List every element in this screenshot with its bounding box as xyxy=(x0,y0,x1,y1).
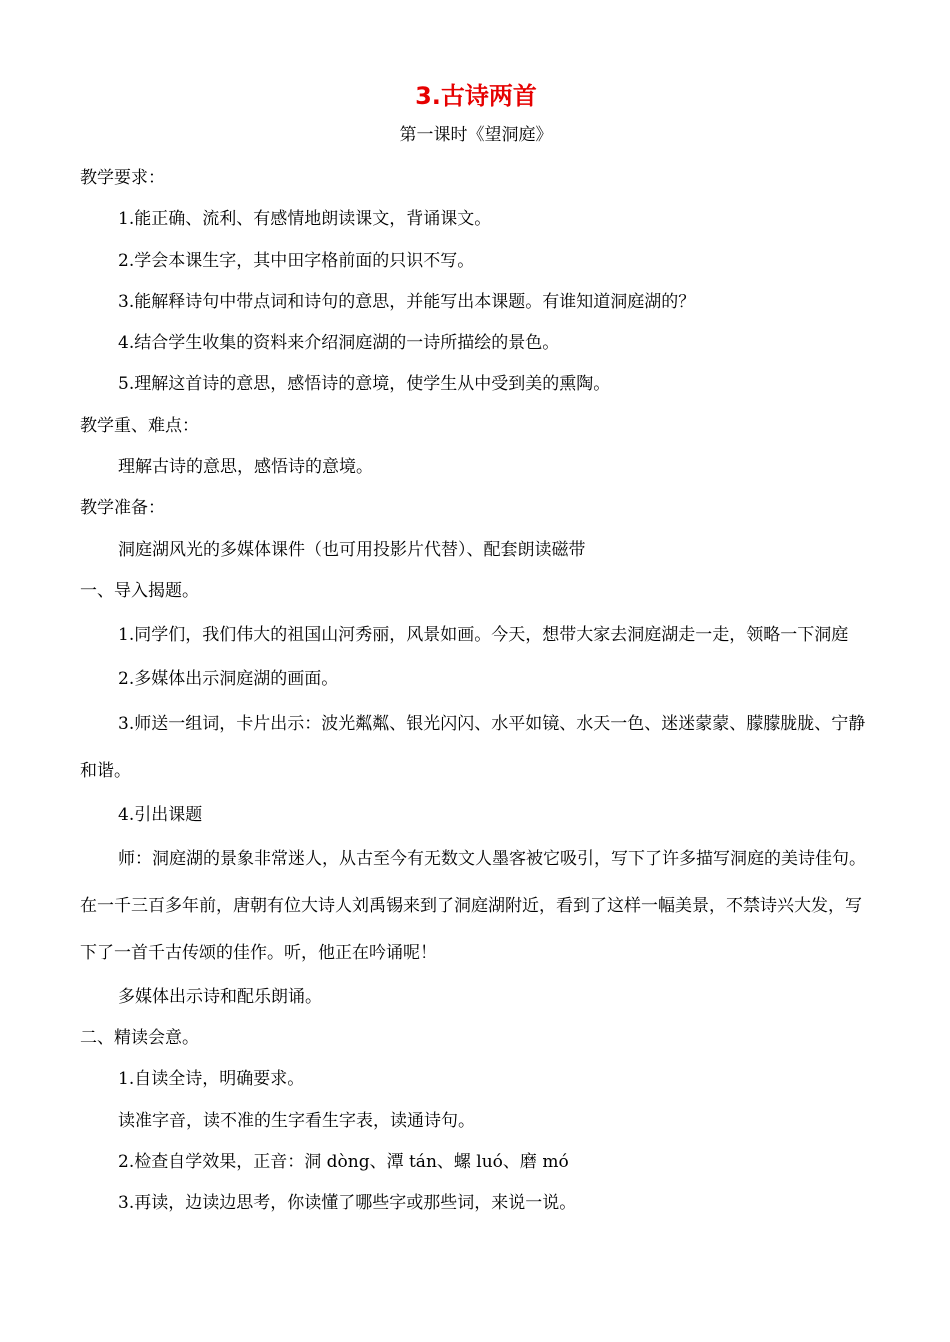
paragraph: 教学准备： xyxy=(80,498,165,519)
document-subtitle: 第一课时《望洞庭》 xyxy=(399,125,553,145)
paragraph: 4.引出课题 xyxy=(118,804,203,825)
paragraph: 2.多媒体出示洞庭湖的画面。 xyxy=(118,669,339,690)
paragraph: 2.学会本课生字，其中田字格前面的只识不写。 xyxy=(118,250,475,271)
paragraph: 读准字音，读不准的生字看生字表，读通诗句。 xyxy=(118,1110,475,1131)
paragraph: 3.师送一组词，卡片出示：波光粼粼、银光闪闪、水平如镜、水天一色、迷迷蒙蒙、朦朦胧胧、宁静和谐。 xyxy=(80,713,866,781)
document-body xyxy=(80,158,872,1225)
paragraph: 一、导入揭题。 xyxy=(80,580,199,601)
paragraph: 多媒体出示诗和配乐朗诵。 xyxy=(118,986,322,1007)
paragraph: 1.同学们，我们伟大的祖国山河秀丽，风景如画。今天，想带大家去洞庭湖走一走，领略一下洞庭 xyxy=(118,625,849,646)
paragraph: 理解古诗的意思，感悟诗的意境。 xyxy=(118,457,373,478)
paragraph: 5.理解这首诗的意思，感悟诗的意境，使学生从中受到美的熏陶。 xyxy=(118,374,611,395)
paragraph: 师：洞庭湖的景象非常迷人，从古至今有无数文人墨客被它吸引，写下了许多描写洞庭的美诗佳句。在一千三百多年前，唐朝有位大诗人刘禹锡来到了洞庭湖附近，看到了这样一幅美景，不禁诗兴大发，写下了一首千古传颂的佳作。听，他正在吟诵呢！ xyxy=(80,848,866,963)
document-title: 3.古诗两首 xyxy=(415,82,537,110)
paragraph: 洞庭湖风光的多媒体课件（也可用投影片代替）、配套朗读磁带 xyxy=(118,539,586,560)
paragraph: 4.结合学生收集的资料来介绍洞庭湖的一诗所描绘的景色。 xyxy=(118,333,560,354)
paragraph: 教学要求： xyxy=(80,168,165,188)
paragraph: 教学重、难点： xyxy=(80,415,199,436)
paragraph: 3.再读，边读边思考，你读懂了哪些字或那些词，来说一说。 xyxy=(118,1193,577,1214)
paragraph: 2.检查自学效果，正音：洞 dòng、潭 tán、螺 luó、磨 mó xyxy=(118,1152,569,1173)
paragraph: 1.自读全诗，明确要求。 xyxy=(118,1069,305,1090)
paragraph: 3.能解释诗句中带点词和诗句的意思，并能写出本课题。有谁知道洞庭湖的？ xyxy=(118,291,696,312)
paragraph: 二、精读会意。 xyxy=(80,1028,199,1049)
paragraph: 1.能正确、流利、有感情地朗读课文，背诵课文。 xyxy=(118,209,492,230)
